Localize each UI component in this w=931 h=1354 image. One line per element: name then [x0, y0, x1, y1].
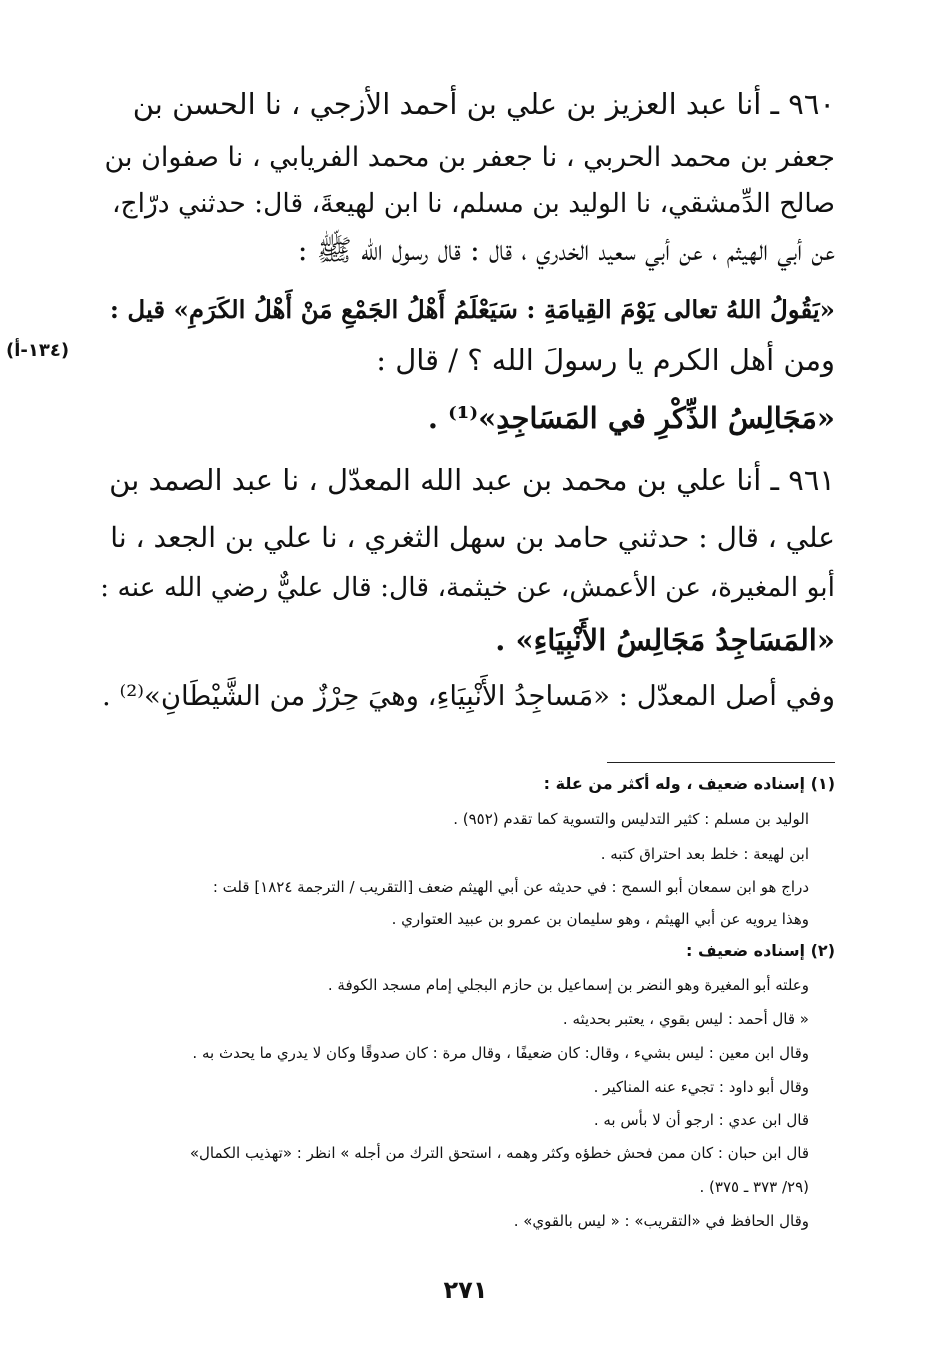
- footnote-line: وقال أبو داود : تجيء عنه المناكير .: [593, 1078, 809, 1096]
- hadith-961-variant: وفي أصل المعدّل : «مَساجِدُ الأَنْبِيَاءِ، وهيَ حِرْزٌ من الشَّيْطَانِ»⁽²⁾ .: [101, 680, 835, 712]
- footnote-1-heading: (١) إسناده ضعيف ، وله أكثر من علة :: [543, 774, 835, 793]
- hadith-960-line-1: ٩٦٠ ـ أنا عبد العزيز بن علي بن أحمد الأزجي ، نا الحسن بن: [132, 87, 835, 121]
- footnote-line: وعلته أبو المغيرة وهو النضر بن إسماعيل بن حازم البجلي إمام مسجد الكوفة .: [327, 976, 809, 994]
- footnote-line: وقال الحافظ في «التقريب» : « ليس بالقوي» .: [513, 1212, 809, 1230]
- footnote-divider: [607, 762, 835, 763]
- hadith-961-line-2: علي ، قال : حدثني حامد بن سهل الثغري ، نا علي بن الجعد ، نا: [110, 521, 835, 554]
- hadith-960-question: ومن أهل الكرم يا رسولَ الله ؟ / قال :: [376, 343, 835, 377]
- hadith-961-line-3: أبو المغيرة، عن الأعمش، عن خيثمة، قال: قال عليٌّ رضي الله عنه :: [100, 572, 835, 603]
- footnote-line: قال ابن حبان : كان ممن فحش خطؤه وكثر وهمه ، استحق الترك من أجله » انظر : «تهذيب الكمال»: [189, 1144, 809, 1162]
- footnote-2-heading: (٢) إسناده ضعيف :: [686, 941, 835, 960]
- page-number: ٢٧١: [443, 1276, 488, 1304]
- footnote-line: قال ابن عدي : ارجو أن لا بأس به .: [593, 1111, 809, 1129]
- hadith-960-answer: «مَجَالِسُ الذِّكْرِ في المَسَاجِدِ»⁽¹⁾ .: [427, 401, 835, 435]
- hadith-961-quote: «المَسَاجِدُ مَجَالِسُ الأَنْبِيَاءِ» .: [495, 623, 835, 657]
- footnote-line: وهذا يرويه عن أبي الهيثم ، وهو سليمان بن عمرو بن عبيد العتواري .: [391, 910, 809, 928]
- hadith-960-quote: «يَقُولُ اللهُ تعالى يَوْمَ القِيامَةِ : سَيَعْلَمُ أَهْلُ الجَمْعِ مَنْ أَهْلُ الكَرَمِ» قيل :: [109, 295, 835, 324]
- hadith-960-line-2: جعفر بن محمد الحربي ، نا جعفر بن محمد الفريابي ، نا صفوان بن: [104, 142, 835, 173]
- footnote-line: وقال ابن معين : ليس بشيء ، وقال: كان ضعيفًا ، وقال مرة : كان صدوقًا وكان لا يدري ما يحدث به .: [192, 1044, 809, 1062]
- hadith-960-line-3: صالح الدِّمشقي، نا الوليد بن مسلم، نا ابن لهيعةَ، قال: حدثني درّاج،: [111, 188, 835, 219]
- footnote-line: « قال أحمد : ليس بقوي ، يعتبر بحديثه .: [562, 1010, 809, 1028]
- hadith-961-line-1: ٩٦١ ـ أنا علي بن محمد بن عبد الله المعدّل ، نا عبد الصمد بن: [109, 463, 835, 497]
- footnote-line: الوليد بن مسلم : كثير التدليس والتسوية كما تقدم (٩٥٢) .: [453, 810, 809, 828]
- hadith-960-line-4: عن أبي الهيثم ، عن أبي سعيد الخدري ، قال : قال رسول الله ﷺ :: [297, 233, 835, 267]
- footnote-line: دراج هو ابن سمعان أبو السمح : في حديثه عن أبي الهيثم ضعف [التقريب / الترجمة ١٨٢٤] قلت :: [212, 878, 809, 896]
- footnote-line: (٢٩/ ٣٧٣ ـ ٣٧٥) .: [699, 1178, 809, 1196]
- margin-reference: (١٣٤-أ): [6, 340, 70, 361]
- footnote-line: ابن لهيعة : خلط بعد احتراق كتبه .: [600, 845, 809, 863]
